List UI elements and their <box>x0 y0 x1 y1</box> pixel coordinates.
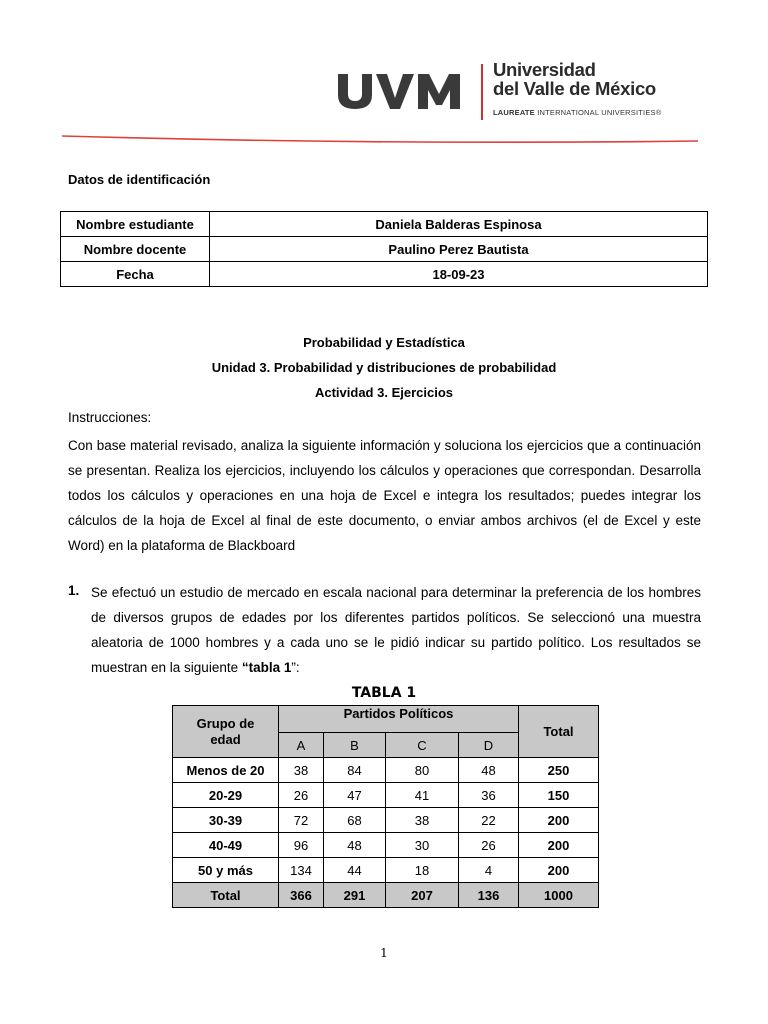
instructions-heading: Instrucciones: <box>68 410 152 425</box>
table-cell: 22 <box>459 808 519 833</box>
age-group-cell: 30-39 <box>173 808 279 833</box>
row-total-cell: 200 <box>519 858 599 883</box>
unit-title: Unidad 3. Probabilidad y distribuciones de probabilidad <box>211 360 557 375</box>
table-cell: 48 <box>324 833 386 858</box>
laureate-tagline <box>493 108 661 117</box>
table-cell: 68 <box>324 808 386 833</box>
university-line1: Universidad <box>493 59 596 80</box>
table-cell: 80 <box>386 758 459 783</box>
university-name <box>493 60 656 98</box>
age-group-cell: 40-49 <box>173 833 279 858</box>
row-total-cell: 200 <box>519 808 599 833</box>
row-total-cell: 200 <box>519 833 599 858</box>
table-cell: 134 <box>279 858 324 883</box>
age-group-cell: Menos de 20 <box>173 758 279 783</box>
table-cell: 30 <box>386 833 459 858</box>
exercise-emph: “tabla 1 <box>241 660 292 675</box>
ident-label: Nombre estudiante <box>61 212 210 237</box>
ident-value: Daniela Balderas Espinosa <box>210 212 708 237</box>
table-cell: 48 <box>459 758 519 783</box>
exercise-tail: ”: <box>291 660 300 675</box>
ident-value: Paulino Perez Bautista <box>210 237 708 262</box>
column-total-cell: 291 <box>324 883 386 908</box>
row-total-cell: 150 <box>519 783 599 808</box>
parties-header: Partidos Políticos <box>279 706 519 733</box>
column-total-cell: 207 <box>386 883 459 908</box>
ident-value: 18-09-23 <box>210 262 708 287</box>
table-cell: 26 <box>279 783 324 808</box>
uvm-logo <box>336 70 466 110</box>
data-table <box>172 705 599 908</box>
table-cell: 18 <box>386 858 459 883</box>
instructions-body: Con base material revisado, analiza la siguiente información y soluciona los ejercicios que a continuación se presentan. Realiza los ejercicios, incluyendo los cálculos y operaciones que correspondan. Desarrolla todos los cálculos y operaciones en una hoja de Excel e integra los resultados; puedes integrar los cálculos de la hoja de Excel al final de este documento, o enviar ambos archivos (el de Excel y este Word) en la plataforma de Blackboard <box>68 438 701 553</box>
identification-table <box>60 211 708 287</box>
identification-title: Datos de identificación <box>68 172 211 187</box>
total-header: Total <box>519 706 599 758</box>
page-number: 1 <box>380 946 388 960</box>
laureate-rest: INTERNATIONAL UNIVERSITIES® <box>537 108 662 117</box>
age-group-cell: 50 y más <box>173 858 279 883</box>
logo-divider <box>481 64 483 120</box>
table-row <box>173 783 599 808</box>
university-line2: del Valle de México <box>493 78 656 99</box>
total-row-label: Total <box>173 883 279 908</box>
party-d-header: D <box>459 733 519 758</box>
party-c-header: C <box>386 733 459 758</box>
ident-label: Nombre docente <box>61 237 210 262</box>
activity-title: Actividad 3. Ejercicios <box>314 385 453 400</box>
ident-row-teacher <box>61 237 708 262</box>
table-cell: 38 <box>279 758 324 783</box>
table-cell: 84 <box>324 758 386 783</box>
party-a-header: A <box>279 733 324 758</box>
table-cell: 26 <box>459 833 519 858</box>
exercise-text <box>91 580 701 680</box>
exercise-body: Se efectuó un estudio de mercado en escala nacional para determinar la preferencia de los hombres de diversos grupos de edades por los diferentes partidos políticos. Se seleccionó una muestra aleatoria de 1000 hombres y a cada uno se le pidió indicar su partido político. Los resultados se muestran en la siguiente <box>91 585 701 675</box>
header-red-rule <box>62 133 698 147</box>
age-group-cell: 20-29 <box>173 783 279 808</box>
exercise-number: 1. <box>68 583 80 598</box>
table-cell: 4 <box>459 858 519 883</box>
table-row <box>173 808 599 833</box>
table-cell: 44 <box>324 858 386 883</box>
table-title: TABLA 1 <box>351 685 417 701</box>
table-cell: 36 <box>459 783 519 808</box>
ident-row-student <box>61 212 708 237</box>
table-cell: 72 <box>279 808 324 833</box>
table-cell: 41 <box>386 783 459 808</box>
laureate-bold: LAUREATE <box>493 108 535 117</box>
party-b-header: B <box>324 733 386 758</box>
table-row <box>173 758 599 783</box>
table-cell: 96 <box>279 833 324 858</box>
table-total-row <box>173 883 599 908</box>
age-group-header: Grupo de edad <box>173 706 279 758</box>
table-cell: 47 <box>324 783 386 808</box>
ident-label: Fecha <box>61 262 210 287</box>
table-row <box>173 833 599 858</box>
table-row <box>173 858 599 883</box>
table-header-row <box>173 706 599 733</box>
column-total-cell: 366 <box>279 883 324 908</box>
subject-title: Probabilidad y Estadística <box>303 335 465 350</box>
grand-total-cell: 1000 <box>519 883 599 908</box>
row-total-cell: 250 <box>519 758 599 783</box>
ident-row-date <box>61 262 708 287</box>
column-total-cell: 136 <box>459 883 519 908</box>
table-cell: 38 <box>386 808 459 833</box>
